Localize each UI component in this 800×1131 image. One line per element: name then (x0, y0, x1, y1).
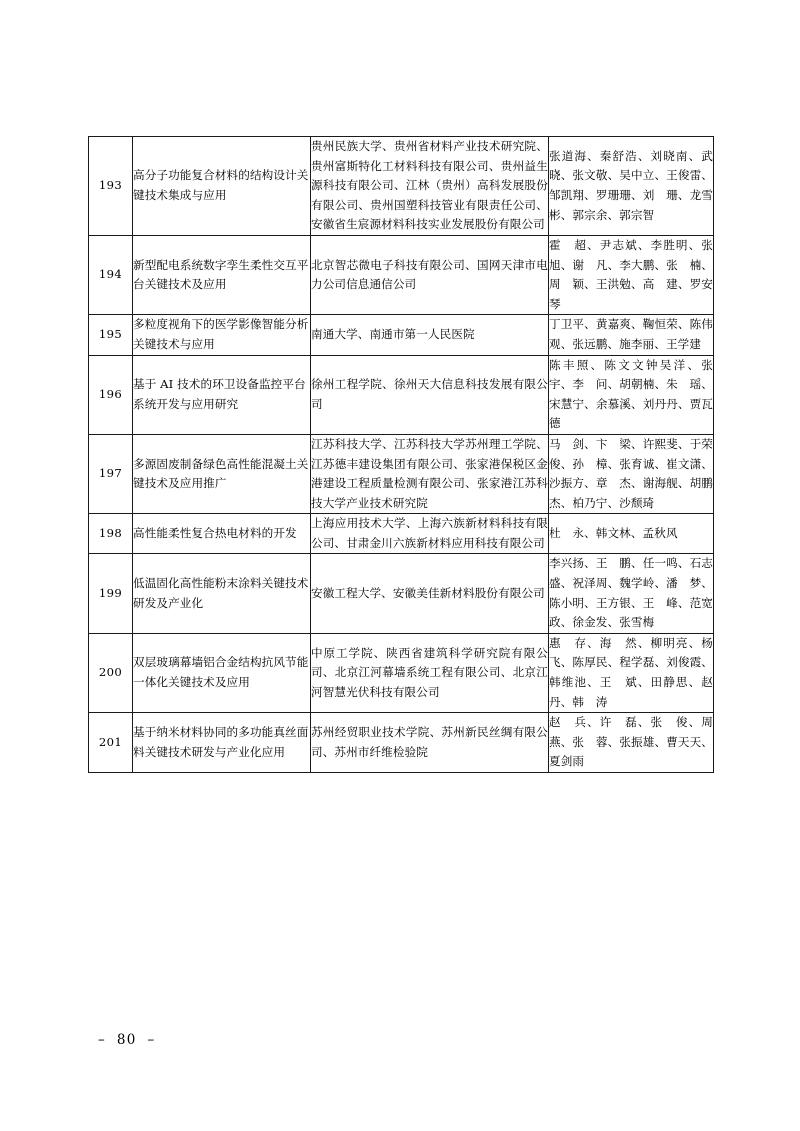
table-row (89, 633, 714, 712)
table-row (89, 315, 714, 355)
row-index: 193 (89, 137, 133, 236)
project-people: 丁卫平、黄嘉爽、鞠恒荣、陈伟观、张远鹏、施李丽、王学建 (549, 315, 714, 355)
project-people: 赵 兵、许 磊、张 俊、周 燕、张 蓉、张振雄、曹天天、夏剑雨 (549, 713, 714, 773)
project-title: 低温固化高性能粉末涂料关键技术研发及产业化 (133, 554, 311, 633)
project-title: 高性能柔性复合热电材料的开发 (133, 514, 311, 554)
table-body (89, 137, 725, 773)
table-row (89, 713, 714, 773)
table-row (89, 355, 714, 434)
row-index: 201 (89, 713, 133, 773)
project-title: 高分子功能复合材料的结构设计关键技术集成与应用 (133, 137, 311, 236)
project-title: 基于纳米材料协同的多功能真丝面料关键技术研发与产业化应用 (133, 713, 311, 773)
project-title: 双层玻璃幕墙铝合金结构抗风节能一体化关键技术及应用 (133, 633, 311, 712)
project-title: 新型配电系统数字孪生柔性交互平台关键技术及应用 (133, 235, 311, 314)
row-index: 195 (89, 315, 133, 355)
row-index: 198 (89, 514, 133, 554)
table-row (89, 514, 714, 554)
row-index: 200 (89, 633, 133, 712)
table-row (89, 434, 714, 513)
row-index: 197 (89, 434, 133, 513)
project-organizations: 北京智芯微电子科技有限公司、国网天津市电力公司信息通信公司 (311, 235, 549, 314)
project-organizations: 苏州经贸职业技术学院、苏州新民丝绸有限公司、苏州市纤维检验院 (311, 713, 549, 773)
project-organizations: 安徽工程大学、安徽美佳新材料股份有限公司 (311, 554, 549, 633)
project-organizations: 徐州工程学院、徐州天大信息科技发展有限公司 (311, 355, 549, 434)
table-row (89, 137, 714, 236)
project-title: 多源固废制备绿色高性能混凝土关键技术及应用推广 (133, 434, 311, 513)
table-row (89, 554, 714, 633)
project-title: 多粒度视角下的医学影像智能分析关键技术与应用 (133, 315, 311, 355)
row-index: 194 (89, 235, 133, 314)
project-organizations: 江苏科技大学、江苏科技大学苏州理工学院、江苏德丰建设集团有限公司、张家港保税区金港建设工程质量检测有限公司、张家港江苏科技大学产业技术研究院 (311, 434, 549, 513)
row-index: 199 (89, 554, 133, 633)
project-people: 霍 超、尹志斌、李胜明、张 旭、谢 凡、李大鹏、张 楠、周 颖、王洪勉、高 建、罗安琴 (549, 235, 714, 314)
project-organizations: 中原工学院、陕西省建筑科学研究院有限公司、北京江河幕墙系统工程有限公司、北京江河智慧光伏科技有限公司 (311, 633, 549, 712)
project-people: 马 剑、卞 梁、许熙斐、于荣俊、孙 樟、张育诚、崔文潇、沙振方、章 杰、谢海舰、胡鹏杰、柏乃宁、沙颓琦 (549, 434, 714, 513)
page-number-footer: – 80 – (98, 1032, 156, 1048)
project-organizations: 贵州民族大学、贵州省材料产业技术研究院、贵州富斯特化工材料科技有限公司、贵州益生源科技有限公司、江林（贵州）高科发展股份有限公司、贵州国塑科技管业有限责任公司、安徽省生宸源材料科技实业发展股份有限公司 (311, 137, 549, 236)
project-people: 杜 永、韩文林、孟秋风 (549, 514, 714, 554)
project-title: 基于 AI 技术的环卫设备监控平台系统开发与应用研究 (133, 355, 311, 434)
row-index: 196 (89, 355, 133, 434)
project-people: 陈丰照、陈文文钟吴洋、张 宇、李 问、胡朝楠、朱 瑶、宋慧宁、余慕溪、刘丹丹、贾瓦德 (549, 355, 714, 434)
project-organizations: 上海应用技术大学、上海六族新材料科技有限公司、甘肃金川六族新材料应用科技有限公司 (311, 514, 549, 554)
award-projects-table (88, 136, 725, 773)
project-people: 李兴扬、王 鹏、任一鸣、石志盛、祝泽周、魏学岭、潘 梦、陈小明、王方银、王 峰、范宽政、徐金发、张雪梅 (549, 554, 714, 633)
project-organizations: 南通大学、南通市第一人民医院 (311, 315, 549, 355)
project-people: 惠 存、海 然、柳明亮、杨 飞、陈厚民、程学磊、刘俊霞、韩维池、王 斌、田静思、赵 丹、韩 涛 (549, 633, 714, 712)
project-people: 张道海、秦舒浩、刘晓南、武 晓、张文敬、吴中立、王俊雷、邹凯翔、罗珊珊、刘 珊、龙雪彬、郭宗余、郭宗智 (549, 137, 714, 236)
table-row (89, 235, 714, 314)
